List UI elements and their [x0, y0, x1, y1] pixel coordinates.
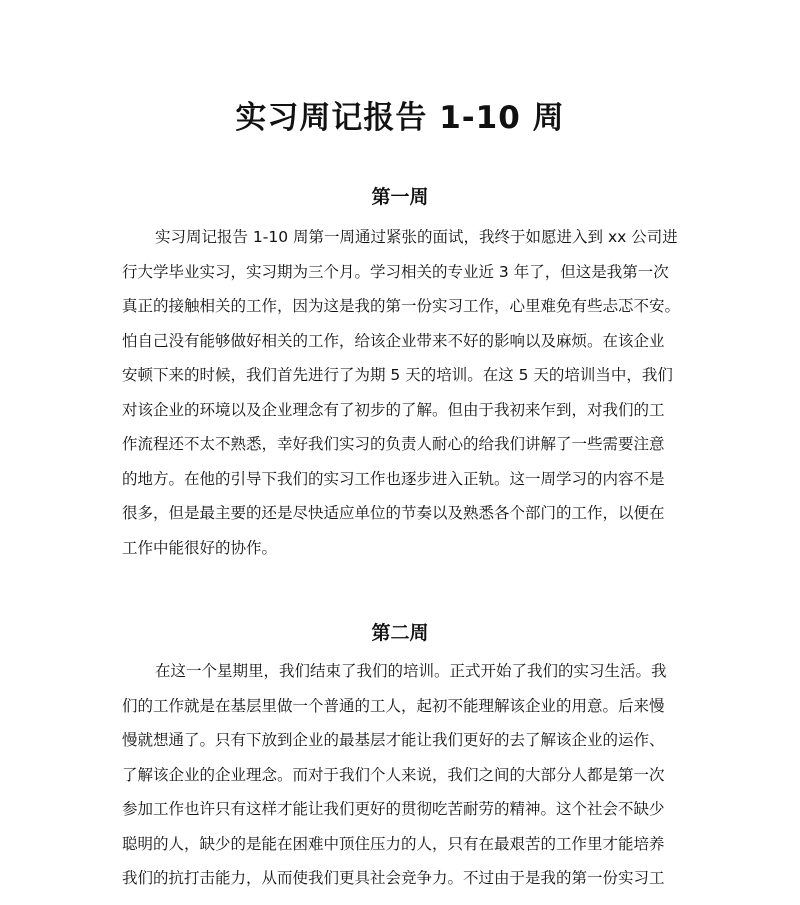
paragraph-line: 参加工作也许只有这样才能让我们更好的贯彻吃苦耐劳的精神。这个社会不缺少	[122, 800, 665, 818]
paragraph-line: 在这一个星期里，我们结束了我们的培训。正式开始了我们的实习生活。我	[155, 662, 667, 680]
week-2-paragraph	[122, 654, 682, 896]
paragraph-line: 作流程还不太不熟悉，幸好我们实习的负责人耐心的给我们讲解了一些需要注意	[122, 435, 665, 453]
week-1-heading: 第一周	[371, 186, 429, 208]
paragraph-line: 真正的接触相关的工作，因为这是我的第一份实习工作，心里难免有些忐忑不安。	[122, 297, 681, 315]
paragraph-line: 工作中能很好的协作。	[122, 538, 278, 557]
paragraph-line: 安顿下来的时候，我们首先进行了为期 5 天的培训。在这 5 天的培训当中，我们	[122, 366, 673, 384]
paragraph-line: 很多，但是最主要的还是尽快适应单位的节奏以及熟悉各个部门的工作，以便在	[122, 504, 665, 522]
paragraph-line: 的地方。在他的引导下我们的实习工作也逐步进入正轨。这一周学习的内容不是	[122, 469, 665, 488]
paragraph-line: 聪明的人，缺少的是能在困难中顶住压力的人，只有在最艰苦的工作里才能培养	[122, 834, 665, 853]
paragraph-line: 怕自己没有能够做好相关的工作，给该企业带来不好的影响以及麻烦。在该企业	[122, 331, 665, 350]
paragraph-line: 对该企业的环境以及企业理念有了初步的了解。但由于我初来乍到，对我们的工	[122, 400, 665, 419]
paragraph-line: 们的工作就是在基层里做一个普通的工人，起初不能理解该企业的用意。后来慢	[122, 696, 665, 715]
week-2-heading: 第二周	[371, 622, 429, 644]
paragraph-line: 行大学毕业实习，实习期为三个月。学习相关的专业近 3 年了，但这是我第一次	[122, 262, 669, 281]
paragraph-line: 实习周记报告 1-10 周第一周通过紧张的面试，我终于如愿进入到 xx 公司进	[155, 228, 678, 246]
paragraph-line: 我们的抗打击能力，从而使我们更具社会竞争力。不过由于是我的第一份实习工	[122, 869, 665, 887]
paragraph-line: 慢就想通了。只有下放到企业的最基层才能让我们更好的去了解该企业的运作、	[122, 731, 665, 749]
week-1-paragraph	[122, 220, 682, 565]
document-title: 实习周记报告 1-10 周	[235, 100, 565, 136]
paragraph-line: 了解该企业的企业理念。而对于我们个人来说，我们之间的大部分人都是第一次	[122, 765, 665, 784]
